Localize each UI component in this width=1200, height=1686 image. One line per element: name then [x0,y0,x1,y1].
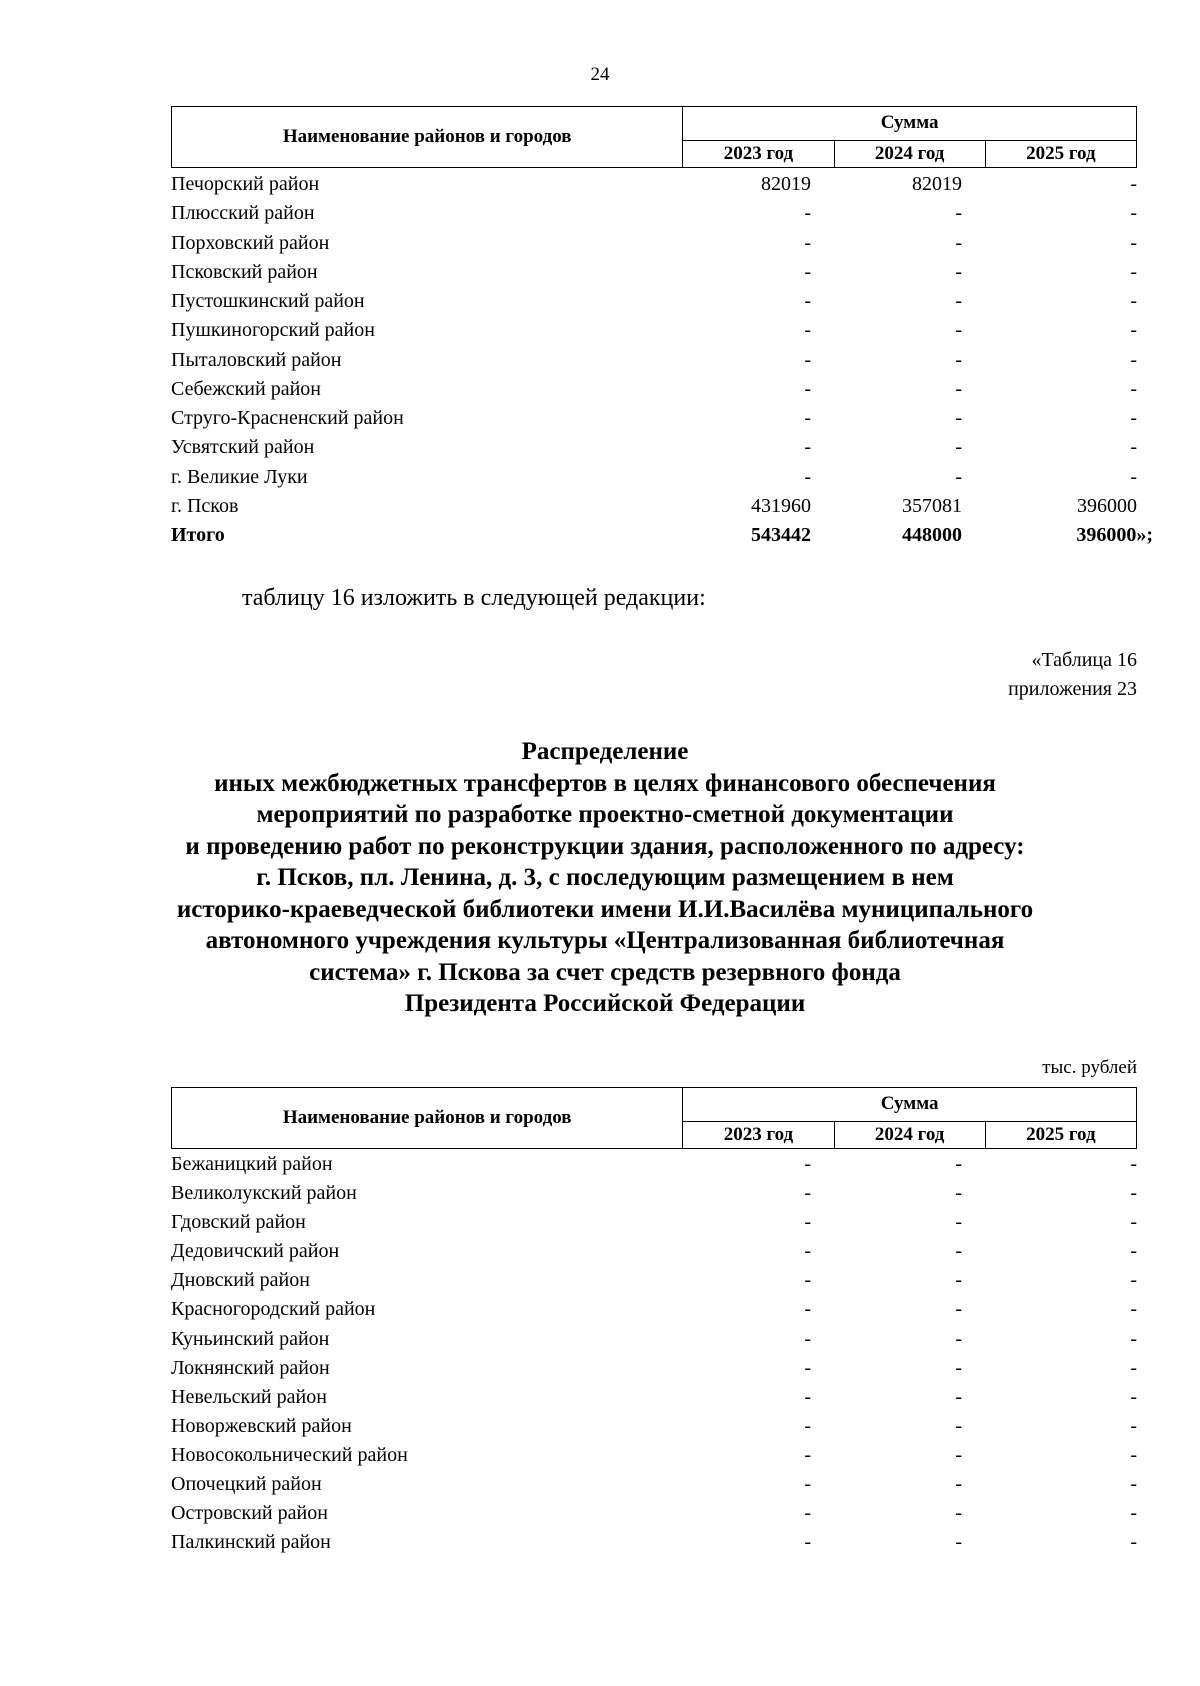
column-header-2024: 2024 год [834,1121,985,1148]
row-name: Гдовский район [171,1211,306,1234]
total-label: Итого [171,524,225,546]
title-line: иных межбюджетных трансфертов в целях финансового обеспечения [214,769,996,797]
value-2024: - [955,1443,962,1466]
column-header-name: Наименование районов и городов [172,1088,683,1149]
row-name: г. Псков [171,494,239,517]
total-row [171,521,1153,550]
document-title [150,736,1060,1020]
value-2025: - [1130,1327,1137,1350]
table-row [171,1295,1137,1324]
table-reference-line1: «Таблица 16 [1031,649,1137,671]
value-2024: - [955,319,962,342]
value-2024: - [955,1211,962,1234]
total-2025 [1076,524,1153,547]
row-name: Дновский район [171,1269,310,1292]
table-reference [1008,646,1137,704]
value-2025: - [1130,1211,1137,1234]
title-line: система» г. Пскова за счет средств резервного фонда [309,958,901,986]
row-name: Пыталовский район [171,348,342,371]
table-row [171,346,1137,375]
value-2024: - [955,290,962,312]
value-2025: 396000 [1077,494,1137,517]
value-2025: - [1130,1502,1137,1525]
value-2024: - [955,1153,962,1175]
value-2025: - [1130,348,1137,371]
column-header-name: Наименование районов и городов [172,107,683,168]
table-row [171,1237,1137,1266]
value-2023: - [804,290,811,312]
table-row [171,1412,1137,1441]
table-row [171,199,1137,228]
value-2023: - [804,377,811,400]
title-line: г. Псков, пл. Ленина, д. 3, с последующим размещением в нем [256,864,954,891]
row-name: Опочецкий район [171,1473,322,1496]
value-2024: - [955,1327,962,1350]
value-2023: - [804,231,811,254]
instruction-text: таблицу 16 изложить в следующей редакции: [242,585,706,611]
title-line: Распределение [521,738,689,765]
column-header-2024: 2024 год [834,140,985,167]
table-row [171,1150,1137,1179]
table-row [171,1325,1137,1354]
value-2024: - [955,1269,962,1292]
total-2025-suffix: »; [1136,524,1153,546]
row-name: Усвятский район [171,436,315,459]
row-name: Красногородский район [171,1298,376,1321]
row-name: Себежский район [171,377,321,400]
value-2023: - [804,348,811,371]
value-2023: - [804,1385,811,1408]
table-row [171,433,1137,462]
value-2025: - [1130,173,1137,195]
value-2024: - [955,1531,962,1554]
value-2024: - [955,231,962,254]
row-name: Новоржевский район [171,1414,352,1437]
value-2023: - [804,1211,811,1234]
row-name: Локнянский район [171,1356,330,1379]
row-name: Великолукский район [171,1182,357,1205]
table-row [171,1266,1137,1295]
row-name: Плюсский район [171,202,315,225]
page-number: 24 [590,64,610,85]
table-row [171,316,1137,345]
table-row [171,492,1137,521]
title-line: историко-краеведческой библиотеки имени И.И.Василёва муниципального [176,895,1034,923]
table-row [171,1208,1137,1237]
value-2025: - [1130,1182,1137,1205]
value-2023: - [804,1414,811,1437]
row-name: Пустошкинский район [171,290,365,312]
value-2023: - [804,1182,811,1205]
value-2024: - [955,202,962,225]
value-2023: - [804,1298,811,1321]
table-row [171,1470,1137,1499]
table-row [171,229,1137,258]
value-2023: - [804,1356,811,1379]
value-2025: - [1130,1298,1137,1321]
value-2023: - [804,465,811,488]
row-name: Порховский район [171,231,330,254]
value-2024: 357081 [902,494,962,517]
title-line: и проведению работ по реконструкции здания, расположенного по адресу: [185,832,1025,860]
value-2024: - [955,1385,962,1408]
table-row [171,1179,1137,1208]
title-line: мероприятий по разработке проектно-сметной документации [256,801,954,828]
row-name: Новосокольнический район [171,1443,408,1466]
value-2024: - [955,1473,962,1496]
value-2023: - [804,1531,811,1554]
total-2024: 448000 [902,524,962,546]
value-2024: - [955,1414,962,1437]
value-2024: - [955,465,962,488]
table2-body [171,1150,1137,1557]
value-2023: - [804,1327,811,1350]
units-label: тыс. рублей [1042,1057,1137,1078]
value-2023: - [804,1153,811,1175]
total-2025-value: 396000 [1076,524,1137,546]
table2-header [171,1087,1137,1149]
column-header-2023: 2023 год [683,1121,834,1148]
value-2023: 82019 [761,173,811,195]
table-reference-line2: приложения 23 [1008,678,1137,700]
value-2024: - [955,1502,962,1525]
title-line: автономного учреждения культуры «Централизованная библиотечная [205,927,1005,954]
table1-body [171,170,1153,550]
row-name: Струго-Красненский район [171,407,404,429]
value-2025: - [1130,1356,1137,1379]
value-2025: - [1130,377,1137,400]
row-name: Пушкиногорский район [171,319,375,342]
table-row [171,1383,1137,1412]
value-2023: - [804,1240,811,1263]
value-2024: - [955,1356,962,1379]
value-2023: - [804,407,811,429]
value-2024: - [955,260,962,283]
row-name: Бежаницкий район [171,1153,333,1175]
column-header-2025: 2025 год [985,1121,1136,1148]
value-2024: - [955,1240,962,1263]
column-header-2025: 2025 год [985,140,1136,167]
column-header-sum: Сумма [683,1088,1137,1122]
value-2025: - [1130,260,1137,283]
value-2023: - [804,1269,811,1292]
table-row [171,1528,1137,1557]
value-2024: - [955,348,962,371]
table1-header [171,106,1137,168]
value-2025: - [1130,231,1137,254]
table-row [171,258,1137,287]
value-2024: - [955,436,962,459]
value-2025: - [1130,1531,1137,1554]
value-2024: - [955,407,962,429]
value-2025: - [1130,1385,1137,1408]
row-name: Куньинский район [171,1327,330,1350]
value-2023: - [804,1502,811,1525]
row-name: г. Великие Луки [171,465,308,488]
table-row [171,1499,1137,1528]
table-row [171,404,1137,433]
value-2025: - [1130,465,1137,488]
table-row [171,1441,1137,1470]
title-line: Президента Российской Федерации [404,990,806,1017]
row-name: Палкинский район [171,1531,331,1554]
value-2025: - [1130,436,1137,459]
value-2023: - [804,1443,811,1466]
table-row [171,463,1137,492]
value-2025: - [1130,202,1137,225]
value-2023: - [804,1473,811,1496]
value-2024: - [955,377,962,400]
value-2024: - [955,1182,962,1205]
row-name: Островский район [171,1502,328,1525]
value-2023: - [804,260,811,283]
row-name: Печорский район [171,173,320,195]
value-2025: - [1130,319,1137,342]
value-2023: - [804,436,811,459]
value-2025: - [1130,1269,1137,1292]
table-row [171,287,1137,316]
value-2023: 431960 [751,494,811,517]
table-row [171,1354,1137,1383]
column-header-2023: 2023 год [683,140,834,167]
value-2025: - [1130,1153,1137,1175]
table-row [171,170,1137,199]
total-2023: 543442 [751,524,811,546]
value-2025: - [1130,1240,1137,1263]
value-2025: - [1130,1443,1137,1466]
row-name: Псковский район [171,260,318,283]
value-2025: - [1130,290,1137,312]
value-2025: - [1130,407,1137,429]
value-2023: - [804,202,811,225]
value-2024: - [955,1298,962,1321]
table-row [171,375,1137,404]
value-2025: - [1130,1414,1137,1437]
row-name: Невельский район [171,1385,327,1408]
value-2024: 82019 [912,173,962,195]
column-header-sum: Сумма [683,107,1137,141]
value-2025: - [1130,1473,1137,1496]
value-2023: - [804,319,811,342]
row-name: Дедовичский район [171,1240,340,1263]
